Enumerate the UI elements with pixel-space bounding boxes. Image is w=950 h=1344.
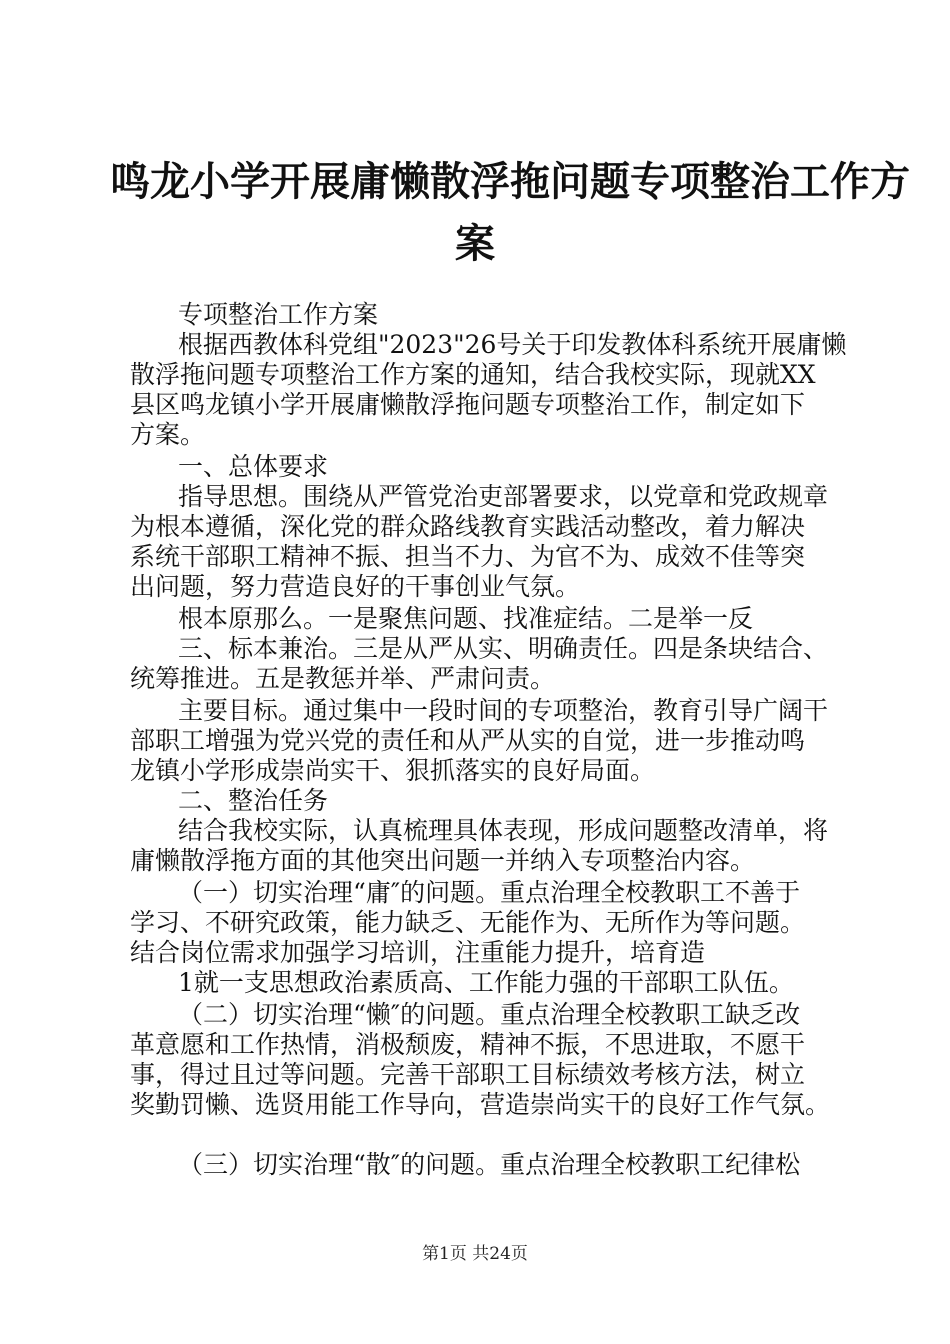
document-title-line-2: 案 — [455, 220, 495, 267]
body-line: （三）切实治理“散″的问题。重点治理全校教职工纪律松 — [178, 1150, 801, 1179]
body-line: 统筹推进。五是教惩并举、严肃问责。 — [130, 664, 556, 693]
body-line: 事，得过且过等问题。完善干部职工目标绩效考核方法，树立 — [130, 1060, 806, 1089]
page-footer: 第1页 共24页 — [422, 1244, 528, 1264]
body-line: 部职工增强为党兴党的责任和从严从实的自觉，进一步推动鸣 — [130, 726, 806, 755]
body-line: 主要目标。通过集中一段时间的专项整治，教育引导广阔干 — [178, 696, 829, 725]
body-line: 出问题，努力营造良好的干事创业气氛。 — [130, 572, 581, 601]
body-line: 系统干部职工精神不振、担当不力、为官不为、成效不佳等突 — [130, 542, 806, 571]
body-line: 专项整治工作方案 — [178, 300, 379, 329]
document-title-line-1: 鸣龙小学开展庸懒散浮拖问题专项整治工作方 — [110, 158, 910, 205]
body-line: 散浮拖问题专项整治工作方案的通知，结合我校实际，现就XX — [130, 360, 816, 389]
body-line: 奖勤罚懒、选贤用能工作导向，营造崇尚实干的良好工作气氛。 — [130, 1090, 831, 1119]
body-line: 结合岗位需求加强学习培训，注重能力提升，培育造 — [130, 938, 706, 967]
section-heading: 一、总体要求 — [178, 452, 329, 481]
body-line: 学习、不研究政策，能力缺乏、无能作为、无所作为等问题。 — [130, 908, 806, 937]
body-line: 根据西教体科党组"2023"26号关于印发教体科系统开展庸懒 — [178, 330, 847, 359]
body-line: （二）切实治理“懒″的问题。重点治理全校教职工缺乏改 — [178, 1000, 801, 1029]
body-line: （一）切实治理“庸″的问题。重点治理全校教职工不善于 — [178, 878, 801, 907]
body-line: 结合我校实际，认真梳理具体表现，形成问题整改清单，将 — [178, 816, 829, 845]
body-line: 指导思想。围绕从严管党治吏部署要求，以党章和党政规章 — [178, 482, 829, 511]
body-line: 革意愿和工作热情，消极颓废，精神不振，不思进取，不愿干 — [130, 1030, 806, 1059]
body-line: 方案。 — [130, 420, 206, 449]
section-heading: 二、整治任务 — [178, 786, 329, 815]
body-line: 为根本遵循，深化党的群众路线教育实践活动整改，着力解决 — [130, 512, 806, 541]
body-line: 龙镇小学形成崇尚实干、狠抓落实的良好局面。 — [130, 756, 656, 785]
body-line: 根本原那么。一是聚焦问题、找准症结。二是举一反 — [178, 604, 754, 633]
body-line: 1就一支思想政治素质高、工作能力强的干部职工队伍。 — [178, 968, 794, 997]
body-line: 县区鸣龙镇小学开展庸懒散浮拖问题专项整治工作，制定如下 — [130, 390, 806, 419]
body-line: 三、标本兼治。三是从严从实、明确责任。四是条块结合、 — [178, 634, 829, 663]
body-line: 庸懒散浮拖方面的其他突出问题一并纳入专项整治内容。 — [130, 846, 756, 875]
